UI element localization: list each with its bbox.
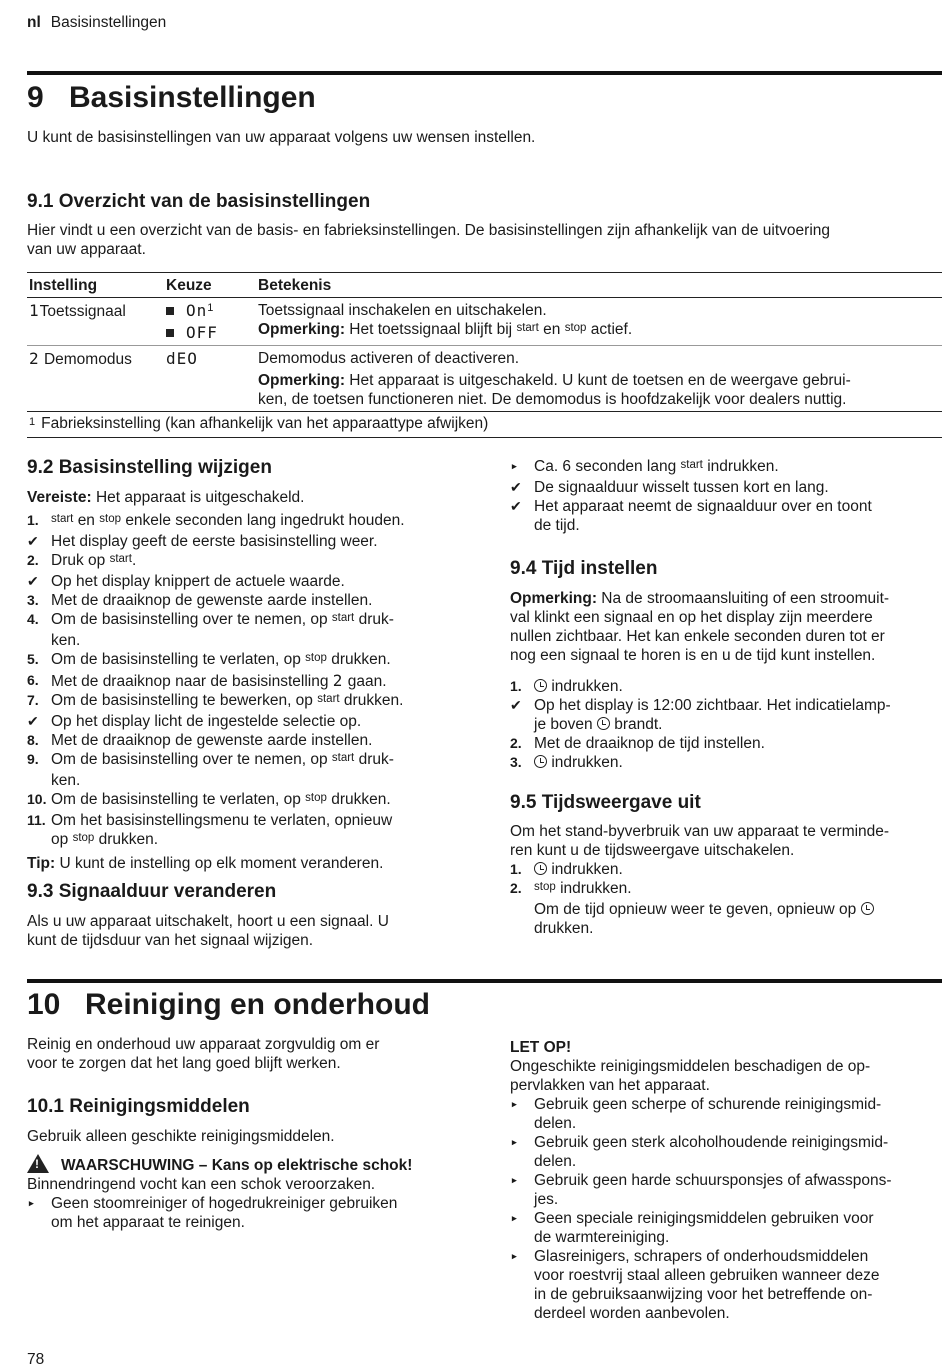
list-item: 5. Om de basisinstelling te verlaten, op stop drukken.	[27, 651, 391, 668]
chapter-rule	[27, 979, 942, 983]
header-title: Basisinstellingen	[50, 14, 167, 31]
list-item: ▸ Ca. 6 seconden lang start indrukken.	[512, 458, 779, 475]
settings-table	[27, 272, 942, 438]
list-item: 3. indrukken.	[510, 754, 623, 771]
table-footnote: 1 Fabrieksinstelling (kan afhankelijk van het apparaattype afwijken)	[27, 412, 942, 438]
list-item: ✔ Op het display licht de ingestelde selectie op.	[27, 713, 362, 730]
section-9-2-body: Vereiste: Het apparaat is uitgeschakeld. 1. start en stop enkele seconden lang ingedrukt houden. ✔ Het display geeft de eerste basisinstelling weer. 2. Druk op start. ✔ Op het display knippert de actuele waarde. 3. Met de draaiknop de gewenste aarde instellen. 4. Om de basisinstelling over te nemen, op start druk- ken. 5. Om de basisinstelling te verlaten, op stop drukken. 6. Met de draaiknop naar de basisinstelling 2 gaan. 7. Om de basisinstelling te bewerken, op start drukken. ✔ Op het display licht de ingestelde selectie op. 8. Met de draaiknop de gewenste aarde instellen. 9. Om de basisinstelling over te nemen, op start druk- ken. 10. Om de basisinstelling te verlaten, op stop drukken. 11. Om het basisinstellingsmenu te verlaten, opnieuw op stop drukken. Tip: U kunt de instelling op elk moment veranderen.	[27, 488, 447, 873]
list-item: 1. indrukken.	[510, 861, 623, 878]
list-item: 1. start en stop enkele seconden lang ingedrukt houden.	[27, 512, 405, 529]
col-header-keuze: Keuze	[164, 273, 256, 298]
language-code: nl	[27, 14, 41, 31]
list-item: ✔ De signaalduur wisselt tussen kort en lang.	[510, 479, 829, 496]
bullet-square-icon	[166, 307, 174, 315]
list-item: 9. Om de basisinstelling over te nemen, op start druk- ken.	[27, 751, 394, 789]
caution-box: LET OP! Ongeschikte reinigingsmiddelen beschadigen de op- pervlakken van het apparaat. ▸ Gebruik geen scherpe of schurende reinigingsmid- delen. ▸ Gebruik geen sterk alcoholhoudende reinigingsmid- delen. ▸ Gebruik geen harde schuursponsjes of afwasspons- jes. ▸ Geen speciale reinigingsmiddelen gebruiken voor de warmtereiniging. ▸ Glasreinigers, schrapers of onderhoudsmiddelen voor roestvrij staal alleen gebruiken wanneer deze in de gebruiksaanwijzing voor het betreffende on- derdeel worden aanbevolen.	[510, 1038, 942, 1323]
section-9-4-title: 9.4 Tijd instellen	[510, 558, 658, 579]
list-item: ✔ Op het display knippert de actuele waarde.	[27, 573, 345, 590]
list-item: 1. indrukken.	[510, 678, 623, 695]
clock-icon	[534, 862, 547, 875]
chapter-10-intro: Reinig en onderhoud uw apparaat zorgvuldig om er voor te zorgen dat het lang goed blijft werken.	[27, 1036, 380, 1072]
arrow-icon: ▸	[512, 1213, 517, 1223]
list-item: ▸ Geen speciale reinigingsmiddelen gebruiken voor de warmtereiniging.	[512, 1210, 874, 1246]
list-item: ✔ Het display geeft de eerste basisinstelling weer.	[27, 533, 378, 550]
warning-icon	[27, 1154, 49, 1173]
col-header-instelling: Instelling	[27, 273, 164, 298]
section-9-4-body: Opmerking: Na de stroomaansluiting of een stroomuit- val klinkt een signaal en op het display zijn meerdere nullen zichtbaar. Het kan enkele seconden duren tot er nog een signaal te horen is en u de tijd kunt instellen. 1. indrukken. ✔ Op het display is 12:00 zichtbaar. Het indicatielamp- je boven brandt. 2. Met de draaiknop de tijd instellen. 3. indrukken.	[510, 589, 942, 772]
list-item: 2. Met de draaiknop de tijd instellen.	[510, 735, 765, 752]
check-icon: ✔	[510, 498, 522, 514]
check-icon: ✔	[27, 713, 39, 729]
section-9-3-text: Als u uw apparaat uitschakelt, hoort u een signaal. U kunt de tijdsduur van het signaal wijzigen.	[27, 913, 389, 949]
running-header	[27, 13, 166, 32]
table-row: 1Toetssignaal On$^1$ OFF Toetssignaal inschakelen en uitschakelen. Opmerking: Het toetssignaal blijft bij start en stop actief.	[27, 298, 942, 346]
clock-icon	[534, 755, 547, 768]
bullet-square-icon	[166, 329, 174, 337]
arrow-icon: ▸	[29, 1198, 34, 1208]
arrow-icon: ▸	[512, 1251, 517, 1261]
check-icon: ✔	[510, 697, 522, 713]
arrow-icon: ▸	[512, 1137, 517, 1147]
list-item: ▸ Gebruik geen harde schuursponsjes of afwasspons- jes.	[512, 1172, 892, 1208]
list-item: 8. Met de draaiknop de gewenste aarde instellen.	[27, 732, 373, 749]
arrow-icon: ▸	[512, 1175, 517, 1185]
section-10-1-title: 10.1 Reinigingsmiddelen	[27, 1096, 250, 1117]
list-item: 3. Met de draaiknop de gewenste aarde instellen.	[27, 592, 373, 609]
list-item: ✔ Op het display is 12:00 zichtbaar. Het indicatielamp- je boven brandt.	[510, 697, 891, 733]
list-item: ▸ Geen stoomreiniger of hogedrukreiniger gebruiken om het apparaat te reinigen.	[29, 1195, 398, 1231]
list-item: ▸ Gebruik geen scherpe of schurende reinigingsmid- delen.	[512, 1096, 882, 1132]
clock-icon	[597, 717, 610, 730]
chapter-10-title: 10 Reiniging en onderhoud	[27, 988, 430, 1021]
section-9-5-body: Om het stand-byverbruik van uw apparaat te verminde- ren kunt u de tijdsweergave uitschakelen. 1. indrukken. 2. stop indrukken. Om de tijd opnieuw weer te geven, opnieuw op drukken.	[510, 822, 942, 938]
list-item: 11. Om het basisinstellingsmenu te verlaten, opnieuw op stop drukken.	[27, 812, 393, 848]
arrow-icon: ▸	[512, 461, 517, 471]
col-header-betekenis: Betekenis	[256, 273, 942, 298]
list-item: ▸ Glasreinigers, schrapers of onderhoudsmiddelen voor roestvrij staal alleen gebruiken wanneer deze in de gebruiksaanwijzing voor het betreffende on- derdeel worden aanbevolen.	[512, 1248, 880, 1322]
chapter-9-intro: U kunt de basisinstellingen van uw apparaat volgens uw wensen instellen.	[27, 129, 536, 146]
check-icon: ✔	[27, 573, 39, 589]
page-number: 78	[27, 1351, 45, 1368]
section-10-1-body: Gebruik alleen geschikte reinigingsmiddelen. !WAARSCHUWING – Kans op elektrische schok! Binnendringend vocht kan een schok veroorzaken. ▸ Geen stoomreiniger of hogedrukreiniger gebruiken om het apparaat te reinigen.	[27, 1127, 457, 1232]
clock-icon	[861, 902, 874, 915]
chapter-9-title: 9 Basisinstellingen	[27, 81, 316, 114]
list-item: 2. Druk op start.	[27, 552, 137, 569]
clock-icon	[534, 679, 547, 692]
chapter-rule	[27, 71, 942, 75]
check-icon: ✔	[27, 533, 39, 549]
list-item: 7. Om de basisinstelling te bewerken, op start drukken.	[27, 692, 404, 709]
arrow-icon: ▸	[512, 1099, 517, 1109]
section-9-2-title: 9.2 Basisinstelling wijzigen	[27, 457, 272, 478]
section-9-1-title: 9.1 Overzicht van de basisinstellingen	[27, 191, 371, 212]
table-row: 2 Demomodus dEO Demomodus activeren of deactiveren. Opmerking: Het apparaat is uitgeschakeld. U kunt de toetsen en de weergave gebrui- ken, de toetsen functioneren niet. De demomodus is hoofdzakelijk voor dealers nuttig.	[29, 349, 851, 408]
section-9-1-text: Hier vindt u een overzicht van de basis- en fabrieksinstellingen. De basisinstellingen zijn afhankelijk van de uitvoering van uw apparaat.	[27, 222, 831, 258]
list-item: ✔ Het apparaat neemt de signaalduur over en toont de tijd.	[510, 498, 872, 534]
list-item: 4. Om de basisinstelling over te nemen, op start druk- ken.	[27, 611, 394, 649]
list-item: 6. Met de draaiknop naar de basisinstelling 2 gaan.	[27, 671, 387, 690]
list-item: 2. stop indrukken. Om de tijd opnieuw weer te geven, opnieuw op drukken.	[510, 879, 942, 938]
section-9-5-title: 9.5 Tijdsweergave uit	[510, 792, 701, 813]
section-9-3-steps	[510, 457, 942, 535]
check-icon: ✔	[510, 479, 522, 495]
list-item: 10. Om de basisinstelling te verlaten, op stop drukken.	[27, 791, 391, 808]
list-item: ▸ Gebruik geen sterk alcoholhoudende reinigingsmid- delen.	[512, 1134, 889, 1170]
section-9-3-title: 9.3 Signaalduur veranderen	[27, 881, 277, 902]
